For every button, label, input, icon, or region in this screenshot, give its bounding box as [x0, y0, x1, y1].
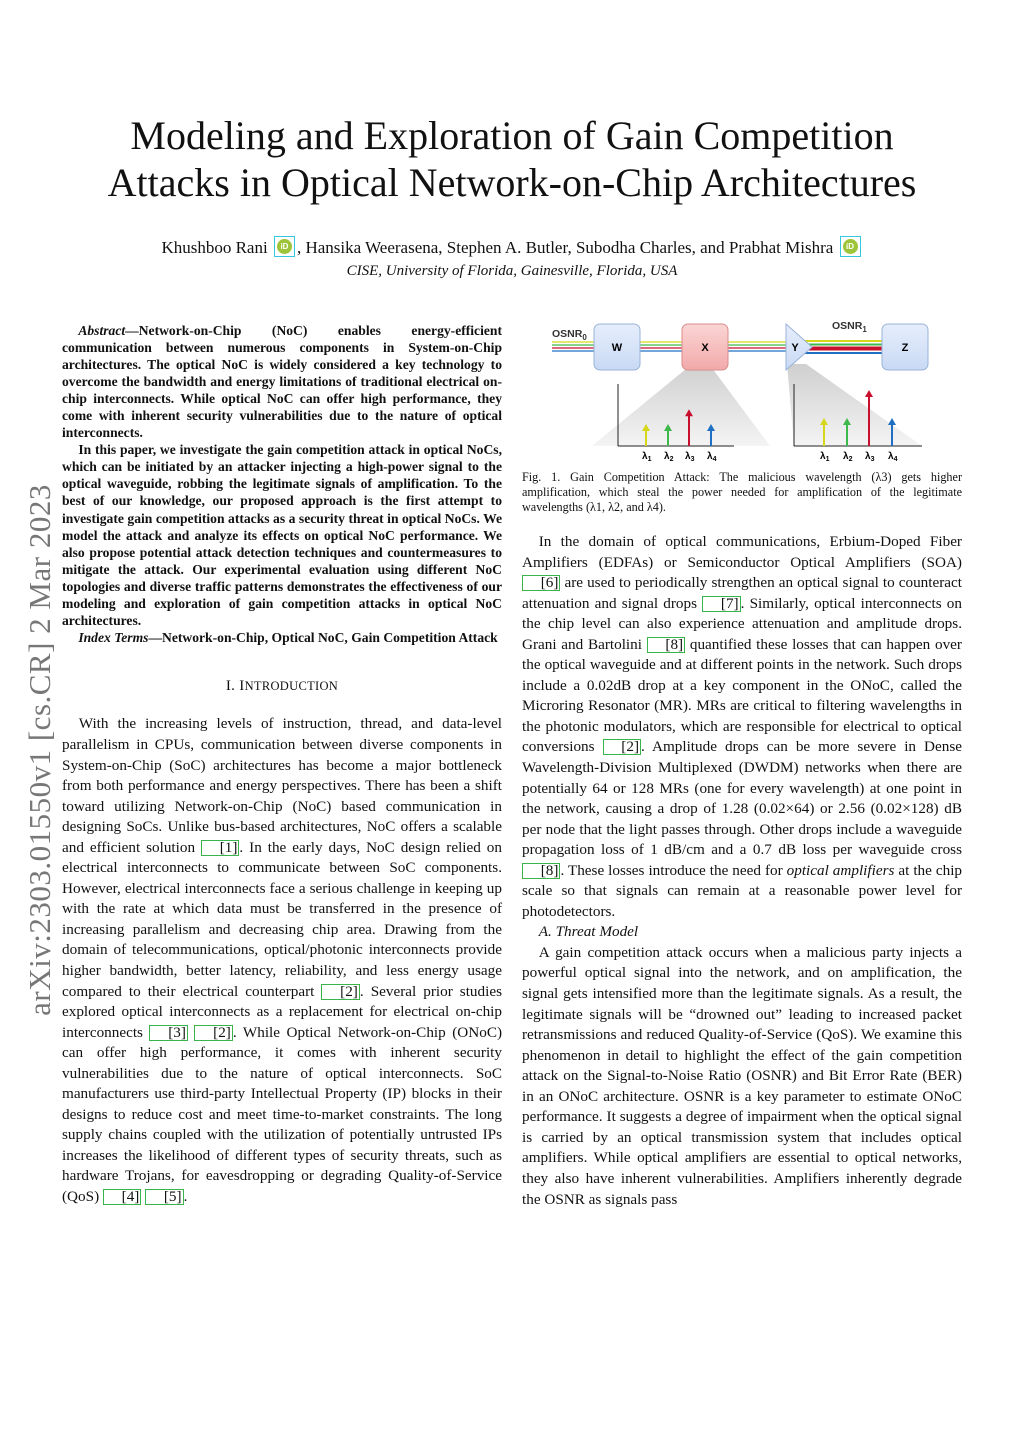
figure-1-caption: Fig. 1. Gain Competition Attack: The malicious wavelength (λ3) gets higher amplification, which steal the power needed for amplification of the legitimate wavelengths (λ1, λ2, and λ4).	[522, 470, 962, 515]
figure-1-diagram	[522, 318, 962, 463]
after-arrowhead-3	[865, 390, 873, 397]
citation-link[interactable]: [6]	[522, 575, 560, 591]
section-heading-introduction: I. INTRODUCTION	[225, 677, 339, 694]
abstract	[62, 322, 502, 646]
svg-text:OSNR1: $OSNR_1$	[832, 320, 867, 334]
svg-text:λ3: $\lambda_3$	[685, 451, 695, 463]
affiliation: CISE, University of Florida, Gainesville, Florida, USA	[346, 263, 678, 279]
svg-text:λ1: $\lambda_1$	[642, 451, 652, 463]
orcid-icon: iD	[277, 239, 292, 254]
svg-text:Y: Y	[791, 342, 799, 354]
left-column	[62, 322, 502, 1208]
amplifier-y	[786, 324, 812, 370]
author-list	[62, 236, 962, 258]
after-arrowhead-4	[888, 418, 896, 425]
title-line-2: Attacks in Optical Network-on-Chip Architectures	[107, 160, 917, 205]
index-terms-text: —Network-on-Chip, Optical NoC, Gain Competition Attack	[148, 629, 498, 645]
right-column	[522, 532, 962, 1210]
node-z	[882, 324, 928, 370]
citation-link[interactable]: [4]	[103, 1189, 141, 1205]
subsection-heading-threat-model: A. Threat Model	[538, 923, 639, 941]
paper-title	[62, 112, 962, 206]
abstract-paragraph-2: In this paper, we investigate the gain competition attack in optical NoCs, which can be initiated by an attacker injecting a high-power signal to the optical waveguide, robbing the legitimate signals of amplification. To the best of our knowledge, our proposed approach is the first attempt to investigate gain competition attacks as a security threat in optical NoCs. We model the attack and analyze its effects on optical NoC performance. We also propose potential attack detection techniques and countermeasures to mitigate the attack. Our experimental evaluation using different NoC topologies and diverse traffic patterns demonstrates the effectiveness of our modeling and exploration of gain competition attacks in optical NoC architectures.	[62, 442, 502, 628]
svg-text:λ4: $\lambda_4$	[888, 451, 898, 463]
right-paragraph-1: In the domain of optical communications, Erbium-Doped Fiber Amplifiers (EDFAs) or Semiconductor Optical Amplifiers (SOA) [6] are used to periodically strengthen an optical signal to counteract attenuation and signal drops [7] . Similarly, optical interconnects on the chip level can also experience attenuation and amplitude drops. Grani and Bartolini [8] quantified these losses that can happen over the optical waveguide and at different points in the network. Such drops include a 0.02dB drop at a key component in the ONoC, called the Microring Resonator (MR). MRs are critical to filtering wavelengths in the photonic modulators, which are responsible for electrical to optical conversions [2] . Amplitude drops can be more severe in Dense Wavelength-Division Multiplexed (DWDM) networks when there are potentially 64 or 128 MRs (one for every wavelength) at one point in the network, causing a drop of 1.28 (0.02×64) or 2.56 (0.02×128) dB per node that the light passes through. Other drops include a waveguide propagation loss of 1 dB/cm and a 0.7 dB loss per waveguide cross [8] . These losses introduce the need for optical amplifiers at the chip scale so that signals can remain at a reasonable power level for photodetectors.	[522, 533, 963, 920]
orcid-icon: iD	[843, 239, 858, 254]
abstract-label: Abstract	[78, 323, 126, 338]
index-terms-label: Index Terms	[78, 629, 149, 645]
arxiv-stamp: arXiv:2303.01550v1 [cs.CR] 2 Mar 2023	[22, 484, 57, 1016]
waveguide-thin	[552, 342, 787, 351]
svg-text:W: W	[611, 342, 623, 354]
author-rest: , Hansika Weerasena, Stephen A. Butler, Subodha Charles, and Prabhat Mishra	[296, 238, 834, 257]
svg-text:λ3: $\lambda_3$	[865, 451, 875, 463]
citation-link[interactable]: [1]	[201, 840, 239, 856]
citation-link[interactable]: [2]	[603, 739, 641, 755]
citation-link[interactable]: [2]	[321, 984, 359, 1000]
intro-paragraph-1: With the increasing levels of instruction, thread, and data-level parallelism in CPUs, communication between diverse components in System-on-Chip (SoC) architectures has become a major bottleneck from both performance and energy perspectives. There has been a shift toward utilizing Network-on-Chip (NoC) based communication in designing SoCs. Unlike bus-based architectures, NoC offers a scalable and efficient solution [1] . In the early days, NoC design relied on electrical interconnects to communicate between SoC components. However, electrical interconnects face a serious challenge in keeping up with the rate at which data must be transferred in the presence of increasing parallelism and decreasing chip area. Drawing from the domain of telecommunications, optical/photonic interconnects provide higher bandwidth, better latency, reliability, and less energy usage compared to their electrical counterpart [2] . Several prior studies explored optical interconnects as a replacement for electrical on-chip interconnects [3] [2] . While Optical Network-on-Chip (ONoC) can offer high performance, it comes with inherent security vulnerabilities due to the nature of optical interconnects. SoC manufacturers use third-party Intellectual Property (IP) blocks in their designs to reduce cost and meet time-to-market constraints. The long supply chains coupled with the utilization of potentially untrusted IPs increases the likelihood of different types of security threats, such as hardware Trojans, for eavesdropping or degrading Quality-of-Service (QoS) [4] [5] .	[62, 715, 503, 1206]
citation-link[interactable]: [3]	[149, 1025, 187, 1041]
right-paragraph-2: A gain competition attack occurs when a malicious party injects a powerful optical signal into the network, and on amplification, the signal gets intensified more than the legitimate signals. As a result, the legitimate signals will be “drowned out” leading to increased packet retransmissions and reduced Quality-of-Service (QoS). We examine this phenomenon in detail to highlight the effect of the gain competition attack on the Signal-to-Noise Ratio (OSNR) and Bit Error Rate (BER) in an ONoC architecture. OSNR is a key parameter to estimate ONoC performance. It suggests a degree of impairment when the optical signal is carried by an optical transmission system that includes optical amplifiers. While optical amplifiers are essential to optical networks, they also have inherent vulnerabilities. Amplifiers inherently degrade the OSNR as signals pass	[522, 943, 962, 1208]
node-w	[594, 324, 640, 370]
citation-link[interactable]: [7]	[702, 596, 740, 612]
svg-text:λ4: $\lambda_4$	[707, 451, 717, 463]
svg-text:X: X	[701, 342, 709, 354]
node-x-malicious	[682, 324, 728, 370]
author-1: Khushboo Rani	[161, 238, 268, 257]
abstract-text: —Network-on-Chip (NoC) enables energy-efficient communication between numerous components in System-on-Chip architectures. The optical NoC is widely considered a key technology to overcome the bandwidth and energy limitations of traditional electrical on-chip interconnects. While optical NoC can offer high performance, they come with inherent security vulnerabilities due to the nature of optical interconnects.	[62, 323, 502, 441]
svg-text:λ1: $\lambda_1$	[820, 451, 830, 463]
orcid-link-1[interactable]	[274, 236, 295, 257]
citation-link[interactable]: [8]	[522, 863, 560, 879]
citation-link[interactable]: [8]	[647, 637, 685, 653]
svg-text:OSNR0: $OSNR_0$	[552, 328, 587, 342]
svg-text:λ2: $\lambda_2$	[843, 451, 853, 463]
svg-text:Z: Z	[901, 342, 909, 354]
title-line-1: Modeling and Exploration of Gain Competition	[130, 113, 894, 158]
orcid-link-2[interactable]	[840, 236, 861, 257]
citation-link[interactable]: [2]	[194, 1025, 232, 1041]
citation-link[interactable]: [5]	[145, 1189, 183, 1205]
svg-text:λ2: $\lambda_2$	[664, 451, 674, 463]
